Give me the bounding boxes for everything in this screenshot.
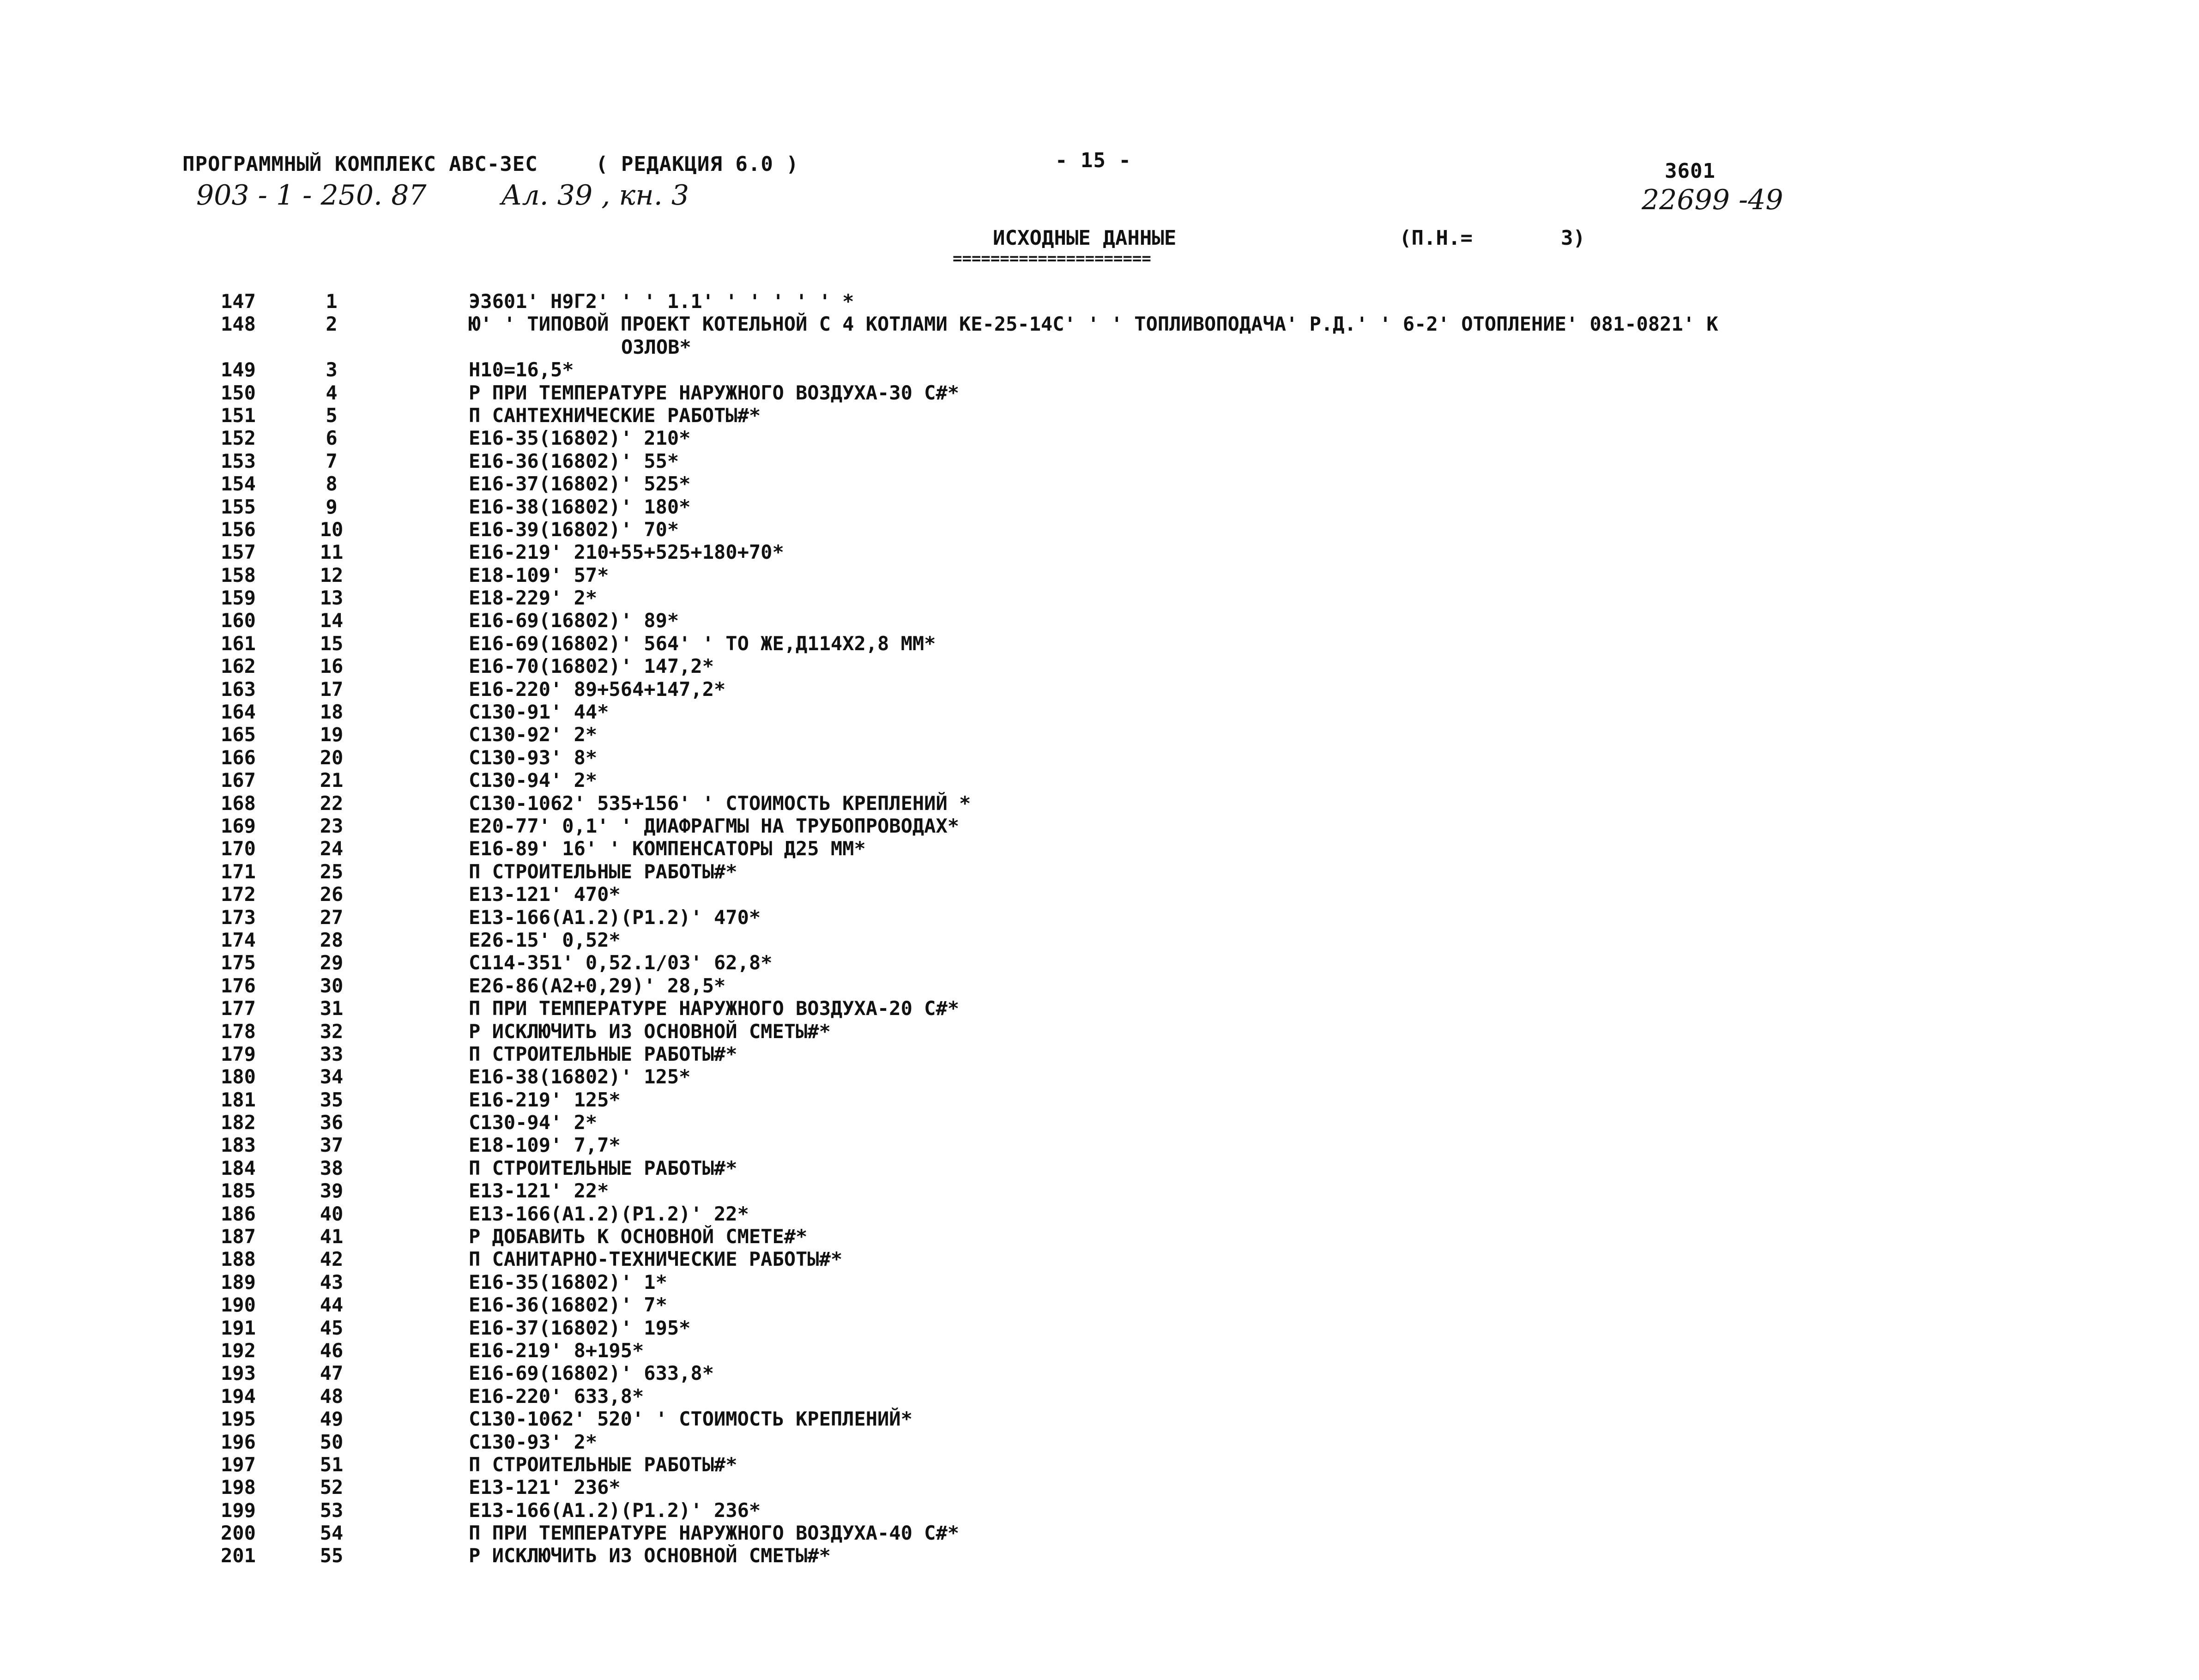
line-number: 16 xyxy=(320,655,344,678)
listing-row xyxy=(0,564,2199,586)
line-number: 18 xyxy=(320,701,344,724)
record-number: 172 xyxy=(221,883,256,906)
listing-row xyxy=(0,678,2199,701)
record-number: 190 xyxy=(221,1293,256,1317)
line-number: 39 xyxy=(320,1179,344,1203)
line-number: 11 xyxy=(320,541,344,564)
listing-row xyxy=(0,837,2199,860)
record-text: Е16-69(16802)' 633,8* xyxy=(469,1362,714,1385)
listing-continuation-line xyxy=(0,336,2199,358)
record-text: Е16-37(16802)' 525* xyxy=(469,472,691,496)
listing-row xyxy=(0,313,2199,335)
listing-row xyxy=(0,1317,2199,1339)
record-text: Е16-69(16802)' 89* xyxy=(469,609,679,632)
listing-row xyxy=(0,1203,2199,1225)
record-text: ОЗЛОВ* xyxy=(621,335,691,358)
record-number: 160 xyxy=(221,609,256,632)
record-number: 170 xyxy=(221,837,256,860)
record-number: 159 xyxy=(221,586,256,610)
listing-row xyxy=(0,427,2199,449)
record-number: 180 xyxy=(221,1065,256,1088)
listing-row xyxy=(0,1157,2199,1179)
record-number: 196 xyxy=(221,1430,256,1453)
listing-row xyxy=(0,1522,2199,1544)
record-text: Е18-229' 2* xyxy=(469,586,598,610)
record-text: Е18-109' 7,7* xyxy=(469,1134,621,1157)
program-name: ПРОГРАММНЫЙ КОМПЛЕКС АВС-3ЕС xyxy=(182,152,538,176)
line-number: 40 xyxy=(320,1202,344,1225)
record-text: Е26-86(А2+0,29)' 28,5* xyxy=(469,974,726,997)
listing-row xyxy=(0,1544,2199,1567)
line-number: 36 xyxy=(320,1111,344,1134)
listing-row xyxy=(0,609,2199,632)
record-text: П СТРОИТЕЛЬНЫЕ РАБОТЫ#* xyxy=(469,1453,737,1476)
line-number: 32 xyxy=(320,1020,344,1043)
record-text: Е16-70(16802)' 147,2* xyxy=(469,655,714,678)
line-number: 24 xyxy=(320,837,344,860)
record-text: Е13-166(А1.2)(Р1.2)' 22* xyxy=(469,1202,749,1225)
record-number: 191 xyxy=(221,1316,256,1339)
record-number: 183 xyxy=(221,1134,256,1157)
record-text: П САНИТАРНО-ТЕХНИЧЕСКИЕ РАБОТЫ#* xyxy=(469,1248,843,1271)
source-listing xyxy=(0,290,2199,1567)
record-number: 158 xyxy=(221,563,256,586)
pn-label: (П.Н.= xyxy=(1399,226,1473,250)
record-text: Е16-38(16802)' 125* xyxy=(469,1065,691,1088)
listing-row xyxy=(0,541,2199,563)
record-text: Е13-121' 236* xyxy=(469,1476,621,1499)
listing-row xyxy=(0,1293,2199,1316)
record-number: 157 xyxy=(221,541,256,564)
record-text: Е16-35(16802)' 210* xyxy=(469,427,691,450)
record-text: Р ПРИ ТЕМПЕРАТУРЕ НАРУЖНОГО ВОЗДУХА-30 С#* xyxy=(469,381,960,404)
line-number: 27 xyxy=(320,906,344,929)
record-number: 153 xyxy=(221,449,256,472)
record-number: 150 xyxy=(221,381,256,404)
listing-row xyxy=(0,655,2199,677)
record-text: П ПРИ ТЕМПЕРАТУРЕ НАРУЖНОГО ВОЗДУХА-20 С#* xyxy=(469,997,960,1020)
record-text: Е16-39(16802)' 70* xyxy=(469,518,679,541)
line-number: 15 xyxy=(320,632,344,655)
listing-row xyxy=(0,1362,2199,1384)
listing-row xyxy=(0,1225,2199,1248)
listing-row xyxy=(0,1065,2199,1088)
record-text: Ю' ' ТИПОВОЙ ПРОЕКТ КОТЕЛЬНОЙ С 4 КОТЛАМИ КЕ-25-14С' ' ' ТОПЛИВОПОДАЧА' Р.Д.' ' 6-2' ОТОПЛЕНИЕ' 081-0821' К xyxy=(469,313,1718,336)
record-text: С130-92' 2* xyxy=(469,723,598,746)
line-number: 52 xyxy=(320,1476,344,1499)
record-number: 155 xyxy=(221,495,256,518)
record-number: 166 xyxy=(221,746,256,769)
line-number: 29 xyxy=(320,951,344,974)
record-number: 201 xyxy=(221,1544,256,1567)
listing-row xyxy=(0,1499,2199,1522)
record-text: Е16-220' 633,8* xyxy=(469,1384,644,1408)
listing-row xyxy=(0,701,2199,723)
record-number: 187 xyxy=(221,1225,256,1248)
line-number: 21 xyxy=(320,769,344,792)
record-number: 188 xyxy=(221,1248,256,1271)
line-number: 37 xyxy=(320,1134,344,1157)
line-number: 47 xyxy=(320,1362,344,1385)
record-text: Е16-36(16802)' 55* xyxy=(469,449,679,472)
line-number: 10 xyxy=(320,518,344,541)
pn-value: 3) xyxy=(1561,226,1585,250)
record-number: 149 xyxy=(221,358,256,381)
listing-row xyxy=(0,358,2199,381)
record-number: 173 xyxy=(221,906,256,929)
listing-row xyxy=(0,1431,2199,1453)
line-number: 53 xyxy=(320,1499,344,1522)
line-number: 30 xyxy=(320,974,344,997)
line-number: 8 xyxy=(326,472,338,496)
listing-row xyxy=(0,723,2199,746)
record-number: 147 xyxy=(221,290,256,313)
record-text: Е16-38(16802)' 180* xyxy=(469,495,691,518)
handwritten-project-number: 903 - 1 - 250. 87 xyxy=(196,179,427,212)
record-text: С130-94' 2* xyxy=(469,769,598,792)
record-number: 174 xyxy=(221,928,256,951)
listing-row xyxy=(0,906,2199,929)
listing-row xyxy=(0,746,2199,769)
record-number: 156 xyxy=(221,518,256,541)
listing-row xyxy=(0,1271,2199,1293)
record-number: 194 xyxy=(221,1384,256,1408)
record-number: 199 xyxy=(221,1499,256,1522)
record-text: Е16-219' 8+195* xyxy=(469,1339,644,1362)
listing-row xyxy=(0,792,2199,815)
line-number: 31 xyxy=(320,997,344,1020)
record-number: 163 xyxy=(221,677,256,701)
record-text: Е16-219' 125* xyxy=(469,1088,621,1111)
line-number: 12 xyxy=(320,563,344,586)
record-number: 152 xyxy=(221,427,256,450)
listing-row xyxy=(0,1476,2199,1499)
record-number: 175 xyxy=(221,951,256,974)
record-text: Е16-35(16802)' 1* xyxy=(469,1270,667,1293)
record-text: Е16-89' 16' ' КОМПЕНСАТОРЫ Д25 ММ* xyxy=(469,837,866,860)
line-number: 3 xyxy=(326,358,338,381)
line-number: 50 xyxy=(320,1430,344,1453)
record-text: П САНТЕХНИЧЕСКИЕ РАБОТЫ#* xyxy=(469,404,761,427)
handwritten-album-book: Ал. 39 , кн. 3 xyxy=(501,179,689,212)
record-number: 165 xyxy=(221,723,256,746)
line-number: 7 xyxy=(326,449,338,472)
listing-row xyxy=(0,1339,2199,1362)
record-number: 177 xyxy=(221,997,256,1020)
record-text: Е16-220' 89+564+147,2* xyxy=(469,677,726,701)
record-number: 179 xyxy=(221,1042,256,1065)
record-number: 193 xyxy=(221,1362,256,1385)
record-number: 198 xyxy=(221,1476,256,1499)
listing-row xyxy=(0,1453,2199,1476)
record-number: 171 xyxy=(221,860,256,883)
listing-row xyxy=(0,860,2199,883)
record-number: 151 xyxy=(221,404,256,427)
record-text: Р ДОБАВИТЬ К ОСНОВНОЙ СМЕТЕ#* xyxy=(469,1225,808,1248)
record-text: Э3601' Н9Г2' ' ' 1.1' ' ' ' ' ' * xyxy=(469,290,854,313)
line-number: 6 xyxy=(326,427,338,450)
record-text: Е13-121' 22* xyxy=(469,1179,609,1203)
listing-row xyxy=(0,632,2199,655)
record-text: С114-351' 0,52.1/03' 62,8* xyxy=(469,951,773,974)
record-number: 176 xyxy=(221,974,256,997)
page-number: - 15 - xyxy=(1055,149,1131,172)
document-code: 3601 xyxy=(1665,159,1716,183)
line-number: 54 xyxy=(320,1522,344,1545)
line-number: 26 xyxy=(320,883,344,906)
line-number: 41 xyxy=(320,1225,344,1248)
record-number: 167 xyxy=(221,769,256,792)
section-title-underline: ===================== xyxy=(953,249,1151,268)
line-number: 14 xyxy=(320,609,344,632)
listing-row xyxy=(0,450,2199,472)
listing-row xyxy=(0,586,2199,609)
record-text: Е16-219' 210+55+525+180+70* xyxy=(469,541,784,564)
line-number: 55 xyxy=(320,1544,344,1567)
line-number: 43 xyxy=(320,1270,344,1293)
line-number: 44 xyxy=(320,1293,344,1317)
listing-row xyxy=(0,1385,2199,1408)
record-text: С130-1062' 535+156' ' СТОИМОСТЬ КРЕПЛЕНИЙ * xyxy=(469,792,971,815)
listing-row xyxy=(0,1088,2199,1111)
line-number: 23 xyxy=(320,814,344,837)
line-number: 22 xyxy=(320,792,344,815)
record-number: 184 xyxy=(221,1156,256,1179)
listing-row xyxy=(0,1179,2199,1202)
record-text: Е13-166(А1.2)(Р1.2)' 470* xyxy=(469,906,761,929)
record-number: 200 xyxy=(221,1522,256,1545)
line-number: 19 xyxy=(320,723,344,746)
record-text: Н10=16,5* xyxy=(469,358,574,381)
line-number: 35 xyxy=(320,1088,344,1111)
record-number: 186 xyxy=(221,1202,256,1225)
record-number: 168 xyxy=(221,792,256,815)
record-text: С130-91' 44* xyxy=(469,701,609,724)
listing-row xyxy=(0,472,2199,495)
record-number: 164 xyxy=(221,701,256,724)
listing-row xyxy=(0,518,2199,541)
record-text: С130-94' 2* xyxy=(469,1111,598,1134)
record-number: 148 xyxy=(221,313,256,336)
handwritten-inventory-number: 22699 -49 xyxy=(1642,184,1783,216)
line-number: 1 xyxy=(326,290,338,313)
record-number: 197 xyxy=(221,1453,256,1476)
record-text: П СТРОИТЕЛЬНЫЕ РАБОТЫ#* xyxy=(469,1042,737,1065)
listing-row xyxy=(0,929,2199,951)
line-number: 49 xyxy=(320,1408,344,1431)
listing-row xyxy=(0,381,2199,404)
record-number: 169 xyxy=(221,814,256,837)
record-number: 182 xyxy=(221,1111,256,1134)
record-number: 185 xyxy=(221,1179,256,1203)
line-number: 45 xyxy=(320,1316,344,1339)
record-text: Е13-166(А1.2)(Р1.2)' 236* xyxy=(469,1499,761,1522)
listing-row xyxy=(0,815,2199,837)
record-number: 195 xyxy=(221,1408,256,1431)
record-text: Е20-77' 0,1' ' ДИАФРАГМЫ НА ТРУБОПРОВОДАХ* xyxy=(469,814,960,837)
line-number: 17 xyxy=(320,677,344,701)
record-number: 192 xyxy=(221,1339,256,1362)
line-number: 4 xyxy=(326,381,338,404)
listing-row xyxy=(0,974,2199,997)
line-number: 42 xyxy=(320,1248,344,1271)
record-text: П ПРИ ТЕМПЕРАТУРЕ НАРУЖНОГО ВОЗДУХА-40 С#* xyxy=(469,1522,960,1545)
record-text: Е16-69(16802)' 564' ' ТО ЖЕ,Д114Х2,8 ММ* xyxy=(469,632,936,655)
record-text: Е13-121' 470* xyxy=(469,883,621,906)
line-number: 46 xyxy=(320,1339,344,1362)
record-text: С130-93' 2* xyxy=(469,1430,598,1453)
listing-row xyxy=(0,1043,2199,1065)
record-number: 162 xyxy=(221,655,256,678)
listing-row xyxy=(0,951,2199,974)
record-number: 154 xyxy=(221,472,256,496)
line-number: 20 xyxy=(320,746,344,769)
listing-row xyxy=(0,496,2199,518)
listing-row xyxy=(0,404,2199,427)
line-number: 5 xyxy=(326,404,338,427)
line-number: 2 xyxy=(326,313,338,336)
listing-row xyxy=(0,769,2199,792)
line-number: 48 xyxy=(320,1384,344,1408)
edition-label: ( РЕДАКЦИЯ 6.0 ) xyxy=(596,152,799,176)
record-text: Е16-36(16802)' 7* xyxy=(469,1293,667,1317)
listing-row xyxy=(0,1134,2199,1156)
record-text: С130-1062' 520' ' СТОИМОСТЬ КРЕПЛЕНИЙ* xyxy=(469,1408,912,1431)
line-number: 38 xyxy=(320,1156,344,1179)
line-number: 13 xyxy=(320,586,344,610)
line-number: 28 xyxy=(320,928,344,951)
record-number: 178 xyxy=(221,1020,256,1043)
record-text: Е16-37(16802)' 195* xyxy=(469,1316,691,1339)
listing-row xyxy=(0,1111,2199,1134)
record-text: П СТРОИТЕЛЬНЫЕ РАБОТЫ#* xyxy=(469,860,737,883)
record-text: П СТРОИТЕЛЬНЫЕ РАБОТЫ#* xyxy=(469,1156,737,1179)
record-number: 161 xyxy=(221,632,256,655)
line-number: 34 xyxy=(320,1065,344,1088)
listing-row xyxy=(0,1248,2199,1270)
listing-row xyxy=(0,1408,2199,1430)
line-number: 51 xyxy=(320,1453,344,1476)
listing-row xyxy=(0,883,2199,906)
record-text: Е26-15' 0,52* xyxy=(469,928,621,951)
listing-row xyxy=(0,997,2199,1020)
line-number: 9 xyxy=(326,495,338,518)
record-text: Р ИСКЛЮЧИТЬ ИЗ ОСНОВНОЙ СМЕТЫ#* xyxy=(469,1544,831,1567)
line-number: 25 xyxy=(320,860,344,883)
section-title: ИСХОДНЫЕ ДАННЫЕ xyxy=(993,226,1177,250)
listing-row xyxy=(0,290,2199,313)
record-number: 189 xyxy=(221,1270,256,1293)
listing-row xyxy=(0,1020,2199,1043)
record-text: С130-93' 8* xyxy=(469,746,598,769)
record-text: Р ИСКЛЮЧИТЬ ИЗ ОСНОВНОЙ СМЕТЫ#* xyxy=(469,1020,831,1043)
record-text: Е18-109' 57* xyxy=(469,563,609,586)
record-number: 181 xyxy=(221,1088,256,1111)
line-number: 33 xyxy=(320,1042,344,1065)
